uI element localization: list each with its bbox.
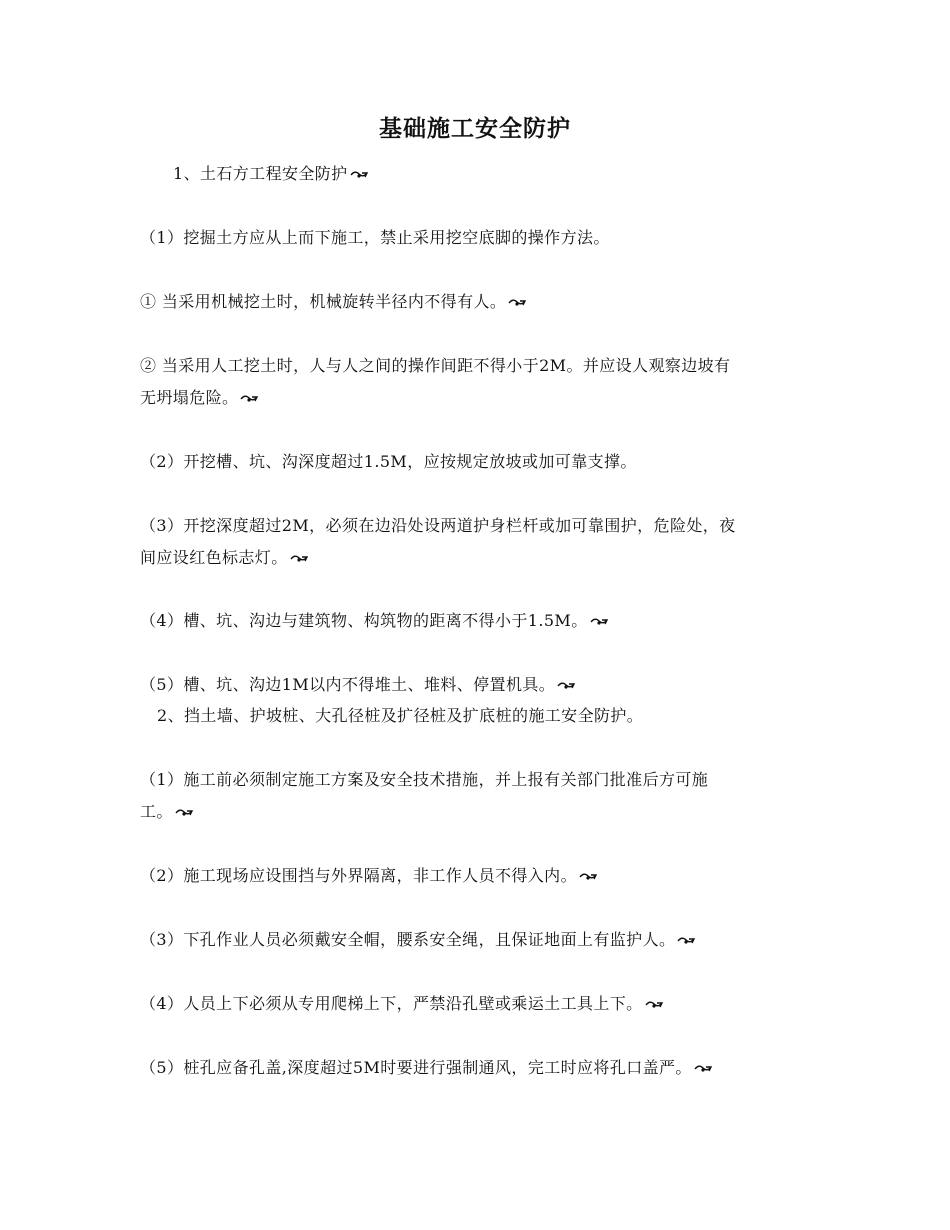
paragraph-line xyxy=(140,988,820,1020)
line-text: （3）下孔作业人员必须戴安全帽，腰系安全绳，且保证地面上有监护人。 xyxy=(140,930,676,949)
paragraph-mark-icon xyxy=(645,999,665,1011)
paragraph-mark-icon xyxy=(590,616,610,628)
paragraph-line xyxy=(140,542,820,574)
section-heading-1 xyxy=(173,158,853,190)
line-text: （2）开挖槽、坑、沟深度超过1.5M，应按规定放坡或加可靠支撑。 xyxy=(140,452,637,471)
line-text: 间应设红色标志灯。 xyxy=(140,548,288,567)
line-text: 无坍塌危险。 xyxy=(140,388,239,407)
paragraph-mark-icon xyxy=(694,1063,714,1075)
line-text: （5）桩孔应备孔盖,深度超过5M时要进行强制通风，完工时应将孔口盖严。 xyxy=(140,1058,692,1077)
paragraph-line xyxy=(140,860,820,892)
paragraph-line xyxy=(140,286,820,318)
paragraph-line xyxy=(140,605,820,637)
line-text: （2）施工现场应设围挡与外界隔离，非工作人员不得入内。 xyxy=(140,866,577,885)
paragraph-mark-icon xyxy=(579,871,599,883)
section-heading-2 xyxy=(157,700,837,732)
line-text: ② 当采用人工挖土时，人与人之间的操作间距不得小于2M。并应设人观察边坡有 xyxy=(140,356,731,375)
document-title: 基础施工安全防护 xyxy=(379,116,571,142)
paragraph-line xyxy=(140,222,820,254)
paragraph-mark-icon xyxy=(175,807,195,819)
line-text: 2、挡土墙、护坡桩、大孔径桩及扩径桩及扩底桩的施工安全防护。 xyxy=(157,706,644,725)
paragraph-line xyxy=(140,446,820,478)
line-text: （1）施工前必须制定施工方案及安全技术措施，并上报有关部门批准后方可施 xyxy=(140,770,709,789)
paragraph-line xyxy=(140,764,820,796)
line-text: （5）槽、坑、沟边1M以内不得堆土、堆料、停置机具。 xyxy=(140,675,556,694)
paragraph-line xyxy=(140,1052,820,1084)
paragraph-line xyxy=(140,382,820,414)
paragraph-line xyxy=(140,669,820,701)
paragraph-line xyxy=(140,350,820,382)
paragraph-mark-icon xyxy=(677,935,697,947)
paragraph-mark-icon xyxy=(508,297,528,309)
line-text: 工。 xyxy=(140,802,173,821)
line-text: （4）人员上下必须从专用爬梯上下，严禁沿孔壁或乘运土工具上下。 xyxy=(140,994,643,1013)
line-text: ① 当采用机械挖土时，机械旋转半径内不得有人。 xyxy=(140,292,507,311)
line-text: （4）槽、坑、沟边与建筑物、构筑物的距离不得小于1.5M。 xyxy=(140,611,588,630)
paragraph-line xyxy=(140,924,820,956)
paragraph-mark-icon xyxy=(350,169,370,181)
paragraph-mark-icon xyxy=(240,393,260,405)
line-text: 1、土石方工程安全防护 xyxy=(173,164,348,183)
line-text: （1）挖掘土方应从上而下施工，禁止采用挖空底脚的操作方法。 xyxy=(140,228,610,247)
line-text: （3）开挖深度超过2M，必须在边沿处设两道护身栏杆或加可靠围护，危险处，夜 xyxy=(140,516,736,535)
paragraph-line xyxy=(140,510,820,542)
paragraph-mark-icon xyxy=(557,680,577,692)
paragraph-line xyxy=(140,796,820,828)
paragraph-mark-icon xyxy=(290,553,310,565)
